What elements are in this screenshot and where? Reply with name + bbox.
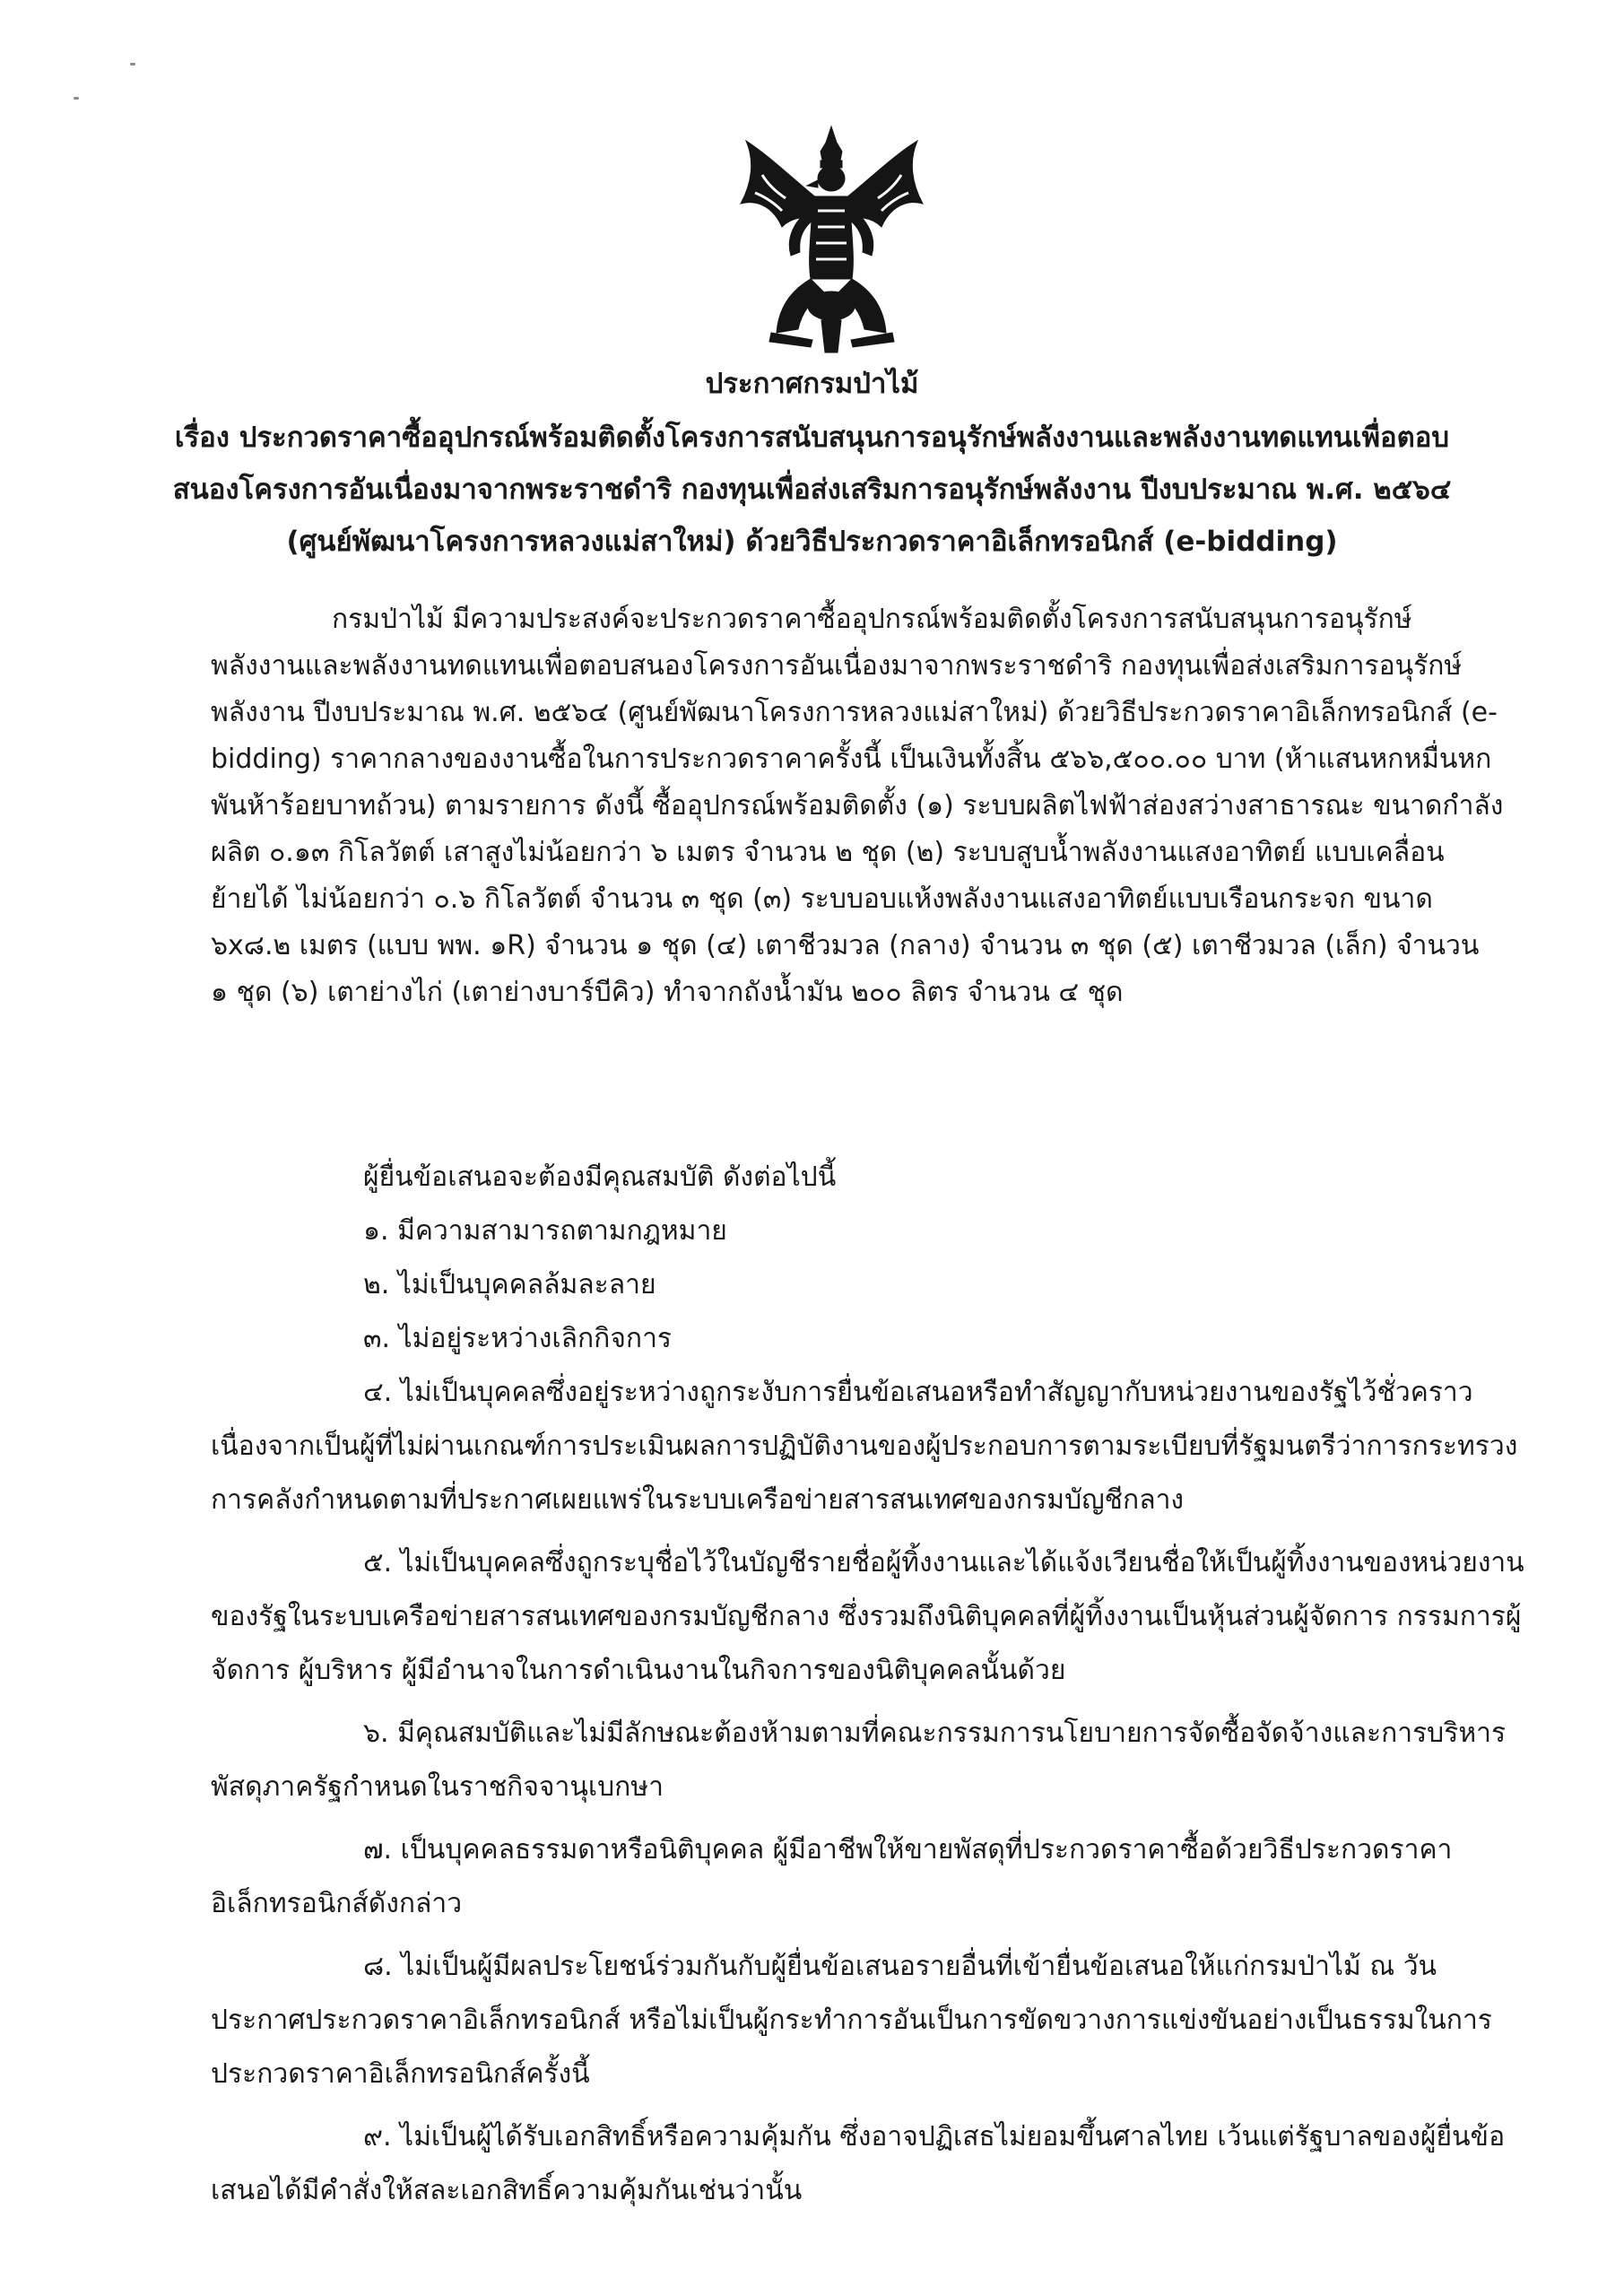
qualification-item-continued: เสนอได้มีคำสั่งให้สละเอกสิทธิ์ความคุ้มกันเช่นว่านั้น	[211, 2175, 803, 2206]
qualification-item: ๘. ไม่เป็นผู้มีผลประโยชน์ร่วมกันกับผู้ยื่นข้อเสนอรายอื่นที่เข้ายื่นข้อเสนอให้แก่กรมป่าไม้ ณ วัน	[363, 1951, 1437, 1982]
document-agency-title: ประกาศกรมป่าไม้	[705, 368, 919, 400]
qualification-item-continued: พัสดุภาครัฐกำหนดในราชกิจจานุเบกษา	[211, 1771, 664, 1803]
qualification-item: ๗. เป็นบุคคลธรรมดาหรือนิติบุคคล ผู้มีอาชีพให้ขายพัสดุที่ประกวดราคาซื้อด้วยวิธีประกวดราคา	[363, 1834, 1453, 1866]
intro-line: พลังงานและพลังงานทดแทนเพื่อตอบสนองโครงการอันเนื่องมาจากพระราชดำริ กองทุนเพื่อส่งเสริมการอนุรักษ์	[211, 650, 1463, 682]
qualification-item: ๕. ไม่เป็นบุคคลซึ่งถูกระบุชื่อไว้ในบัญชีรายชื่อผู้ทิ้งงานและได้แจ้งเวียนชื่อให้เป็นผู้ทิ้งงานของหน่วยงาน	[363, 1547, 1524, 1578]
qualification-item: ๔. ไม่เป็นบุคคลซึ่งอยู่ระหว่างถูกระงับการยื่นข้อเสนอหรือทำสัญญากับหน่วยงานของรัฐไว้ชั่วคราว	[363, 1377, 1473, 1408]
qualification-item-continued: เนื่องจากเป็นผู้ที่ไม่ผ่านเกณฑ์การประเมินผลการปฏิบัติงานของผู้ประกอบการตามระเบียบที่รัฐมนตรีว่าการกระทรวง	[211, 1431, 1518, 1462]
subject-line-1: เรื่อง ประกวดราคาซื้ออุปกรณ์พร้อมติดตั้งโครงการสนับสนุนการอนุรักษ์พลังงานและพลังงานทดแทนเพื่อตอบ	[174, 422, 1450, 454]
intro-line: พลังงาน ปีงบประมาณ พ.ศ. ๒๕๖๔ (ศูนย์พัฒนาโครงการหลวงแม่สาใหม่) ด้วยวิธีประกวดราคาอิเล็กทรอนิกส์ (e-	[211, 697, 1498, 728]
qualification-item: ๒. ไม่เป็นบุคคลล้มละลาย	[363, 1269, 656, 1300]
scan-speck	[130, 63, 135, 65]
qualification-item-continued: ประกาศประกวดราคาอิเล็กทรอนิกส์ หรือไม่เป็นผู้กระทำการอันเป็นการขัดขวางการแข่งขันอย่างเป็นธรรมในการ	[211, 2005, 1492, 2036]
intro-line: bidding) ราคากลางของงานซื้อในการประกวดราคาครั้งนี้ เป็นเงินทั้งสิ้น ๕๖๖,๕๐๐.๐๐ บาท (ห้าแสนหกหมื่นหก	[211, 744, 1492, 775]
qualification-item-continued: อิเล็กทรอนิกส์ดังกล่าว	[211, 1888, 463, 1919]
qualification-item-continued: ของรัฐในระบบเครือข่ายสารสนเทศของกรมบัญชีกลาง ซึ่งรวมถึงนิติบุคคลที่ผู้ทิ้งงานเป็นหุ้นส่วนผู้จัดการ กรรมการผู้	[211, 1601, 1522, 1632]
qualifications-heading: ผู้ยื่นข้อเสนอจะต้องมีคุณสมบัติ ดังต่อไปนี้	[363, 1161, 837, 1193]
intro-line: พันห้าร้อยบาทถ้วน) ตามรายการ ดังนี้ ซื้ออุปกรณ์พร้อมติดตั้ง (๑) ระบบผลิตไฟฟ้าส่องสว่างสาธารณะ ขนาดกำลัง	[211, 790, 1504, 822]
qualification-item-continued: จัดการ ผู้บริหาร ผู้มีอำนาจในการดำเนินงานในกิจการของนิติบุคคลนั้นด้วย	[211, 1655, 1066, 1686]
intro-line: กรมป่าไม้ มีความประสงค์จะประกวดราคาซื้ออุปกรณ์พร้อมติดตั้งโครงการสนับสนุนการอนุรักษ์	[332, 604, 1412, 635]
subject-line-2: สนองโครงการอันเนื่องมาจากพระราชดำริ กองทุนเพื่อส่งเสริมการอนุรักษ์พลังงาน ปีงบประมาณ พ.ศ. ๒๕๖๔	[172, 474, 1452, 506]
qualification-item-continued: ประกวดราคาอิเล็กทรอนิกส์ครั้งนี้	[211, 2058, 590, 2090]
qualification-item: ๖. มีคุณสมบัติและไม่มีลักษณะต้องห้ามตามที่คณะกรรมการนโยบายการจัดซื้อจัดจ้างและการบริหาร	[363, 1718, 1507, 1749]
subject-line-3: (ศูนย์พัฒนาโครงการหลวงแม่สาใหม่) ด้วยวิธีประกวดราคาอิเล็กทรอนิกส์ (e-bidding)	[286, 526, 1338, 558]
intro-line: ๖x๘.๒ เมตร (แบบ พพ. ๑R) จำนวน ๑ ชุด (๔) เตาชีวมวล (กลาง) จำนวน ๓ ชุด (๕) เตาชีวมวล (เล็ก) จำนวน	[211, 930, 1480, 961]
intro-line: ย้ายได้ ไม่น้อยกว่า ๐.๖ กิโลวัตต์ จำนวน ๓ ชุด (๓) ระบบอบแห้งพลังงานแสงอาทิตย์แบบเรือนกระจก ขนาด	[211, 883, 1433, 915]
qualification-item: ๙. ไม่เป็นผู้ได้รับเอกสิทธิ์หรือความคุ้มกัน ซึ่งอาจปฏิเสธไม่ยอมขึ้นศาลไทย เว้นแต่รัฐบาลของผู้ยื่นข้อ	[363, 2121, 1506, 2152]
scan-speck	[74, 97, 79, 100]
garuda-emblem-icon	[735, 121, 928, 359]
intro-line: ผลิต ๐.๑๓ กิโลวัตต์ เสาสูงไม่น้อยกว่า ๖ เมตร จำนวน ๒ ชุด (๒) ระบบสูบน้ำพลังงานแสงอาทิตย์ แบบเคลื่อน	[211, 837, 1445, 868]
intro-line: ๑ ชุด (๖) เตาย่างไก่ (เตาย่างบาร์บีคิว) ทำจากถังน้ำมัน ๒๐๐ ลิตร จำนวน ๔ ชุด	[211, 977, 1124, 1008]
qualification-item: ๓. ไม่อยู่ระหว่างเลิกกิจการ	[363, 1323, 673, 1354]
qualification-item: ๑. มีความสามารถตามกฎหมาย	[363, 1215, 727, 1247]
qualification-item-continued: การคลังกำหนดตามที่ประกาศเผยแพร่ในระบบเครือข่ายสารสนเทศของกรมบัญชีกลาง	[211, 1484, 1185, 1516]
